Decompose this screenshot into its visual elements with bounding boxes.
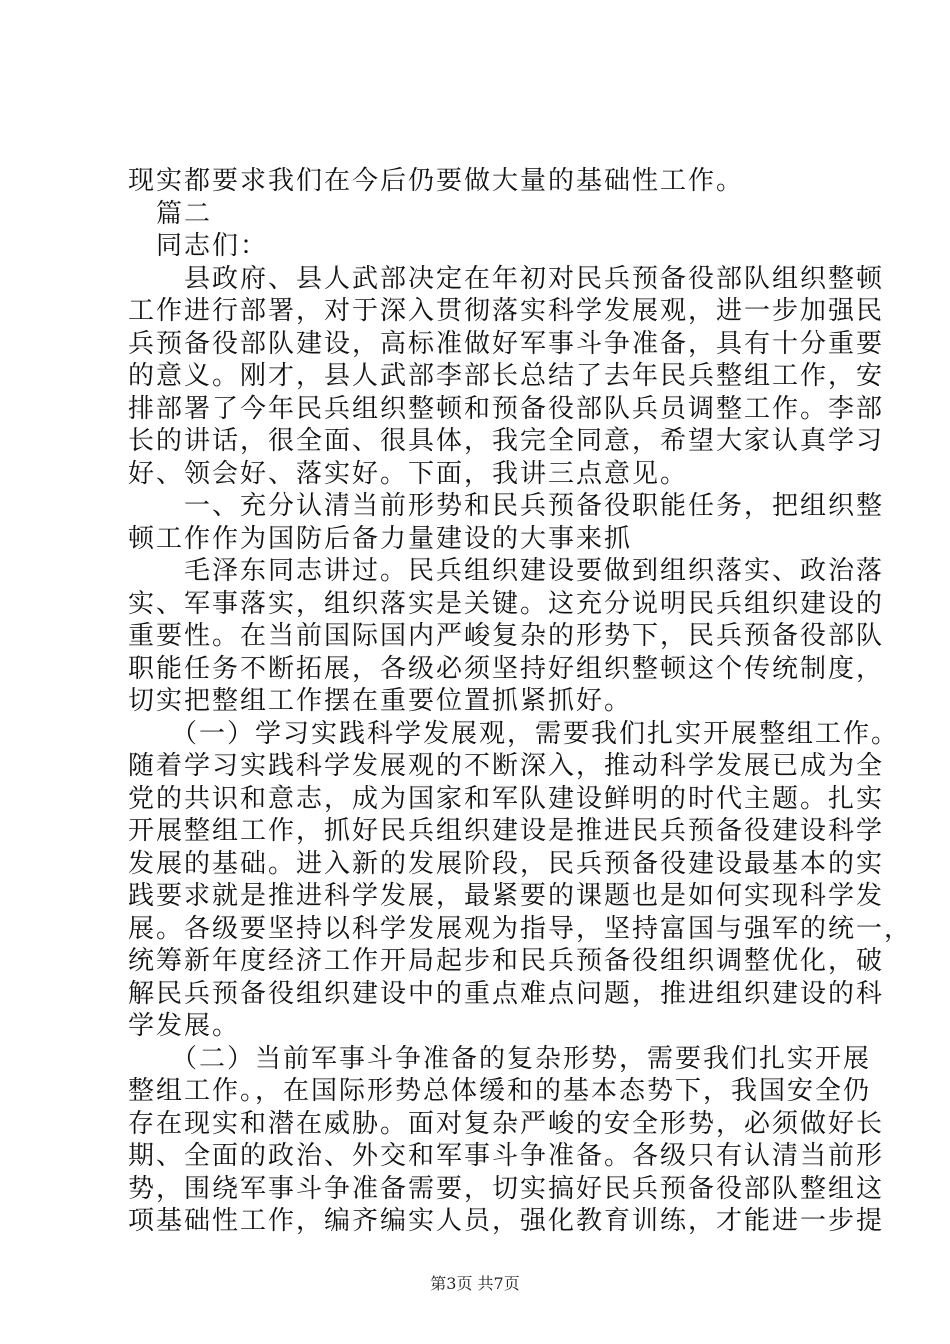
text-line: 发展的基础。进入新的发展阶段，民兵预备役建设最基本的实 — [128, 848, 885, 879]
text-line: 项基础性工作，编齐编实人员，强化教育训练，才能进一步提 — [128, 1206, 885, 1236]
text-line: 践要求就是推进科学发展，最紧要的课题也是如何实现科学发 — [128, 881, 885, 911]
text-line: 开展整组工作，抓好民兵组织建设是推进民兵预备役建设科学 — [128, 816, 885, 846]
text-line: （二）当前军事斗争准备的复杂形势，需要我们扎实开展 — [128, 1043, 872, 1074]
text-line: （一）学习实践科学发展观，需要我们扎实开展整组工作。 — [128, 718, 900, 749]
text-line: 兵预备役部队建设，高标准做好军事斗争准备，具有十分重要 — [128, 328, 885, 359]
text-line: 存在现实和潜在威胁。面对复杂严峻的安全形势，必须做好长 — [128, 1108, 885, 1139]
text-line: 实、军事落实，组织落实是关键。这充分说明民兵组织建设的 — [128, 588, 885, 619]
text-line: 统筹新年度经济工作开局起步和民兵预备役组织调整优化，破 — [128, 946, 885, 976]
text-line: 势，围绕军事斗争准备需要，切实搞好民兵预备役部队整组这 — [128, 1173, 885, 1204]
text-line: 顿工作作为国防后备力量建设的大事来抓 — [128, 523, 633, 554]
document-body — [128, 165, 913, 1238]
text-line: 长的讲话，很全面、很具体，我完全同意，希望大家认真学习 — [128, 426, 885, 456]
text-line: 县政府、县人武部决定在年初对民兵预备役部队组织整顿 — [128, 263, 885, 294]
text-line: 学发展。 — [128, 1011, 241, 1041]
text-line: 的意义。刚才，县人武部李部长总结了去年民兵整组工作，安 — [128, 361, 885, 391]
text-line: 工作进行部署，对于深入贯彻落实科学发展观，进一步加强民 — [128, 296, 885, 326]
text-line: 现实都要求我们在今后仍要做大量的基础性工作。 — [128, 166, 745, 196]
text-line: 展。各级要坚持以科学发展观为指导，坚持富国与强军的统一， — [128, 913, 913, 944]
salutation: 同志们： — [128, 231, 269, 261]
text-line: 解民兵预备役组织建设中的重点难点问题，推进组织建设的科 — [128, 978, 885, 1009]
text-line: 一、充分认清当前形势和民兵预备役职能任务，把组织整 — [128, 491, 885, 521]
text-line: 整组工作。，在国际形势总体缓和的基本态势下，我国安全仍 — [128, 1076, 872, 1106]
text-line: 期、全面的政治、外交和军事斗争准备。各级只有认清当前形 — [128, 1141, 885, 1171]
text-line: 毛泽东同志讲过。民兵组织建设要做到组织落实、政治落 — [128, 556, 885, 586]
text-line: 切实把整组工作摆在重要位置抓紧抓好。 — [128, 686, 633, 716]
text-line: 好、领会好、落实好。下面，我讲三点意见。 — [128, 458, 689, 489]
text-line: 重要性。在当前国际国内严峻复杂的形势下，民兵预备役部队 — [128, 621, 885, 651]
text-line: 职能任务不断拓展，各级必须坚持好组织整顿这个传统制度， — [128, 653, 885, 684]
text-line: 党的共识和意志，成为国家和军队建设鲜明的时代主题。扎实 — [128, 783, 885, 814]
text-line: 排部署了今年民兵组织整顿和预备役部队兵员调整工作。李部 — [128, 393, 885, 424]
text-line: 随着学习实践科学发展观的不断深入，推动科学发展已成为全 — [128, 751, 885, 781]
section-heading: 篇二 — [128, 198, 213, 229]
page-number-footer: 第3页 共7页 — [430, 1274, 520, 1293]
